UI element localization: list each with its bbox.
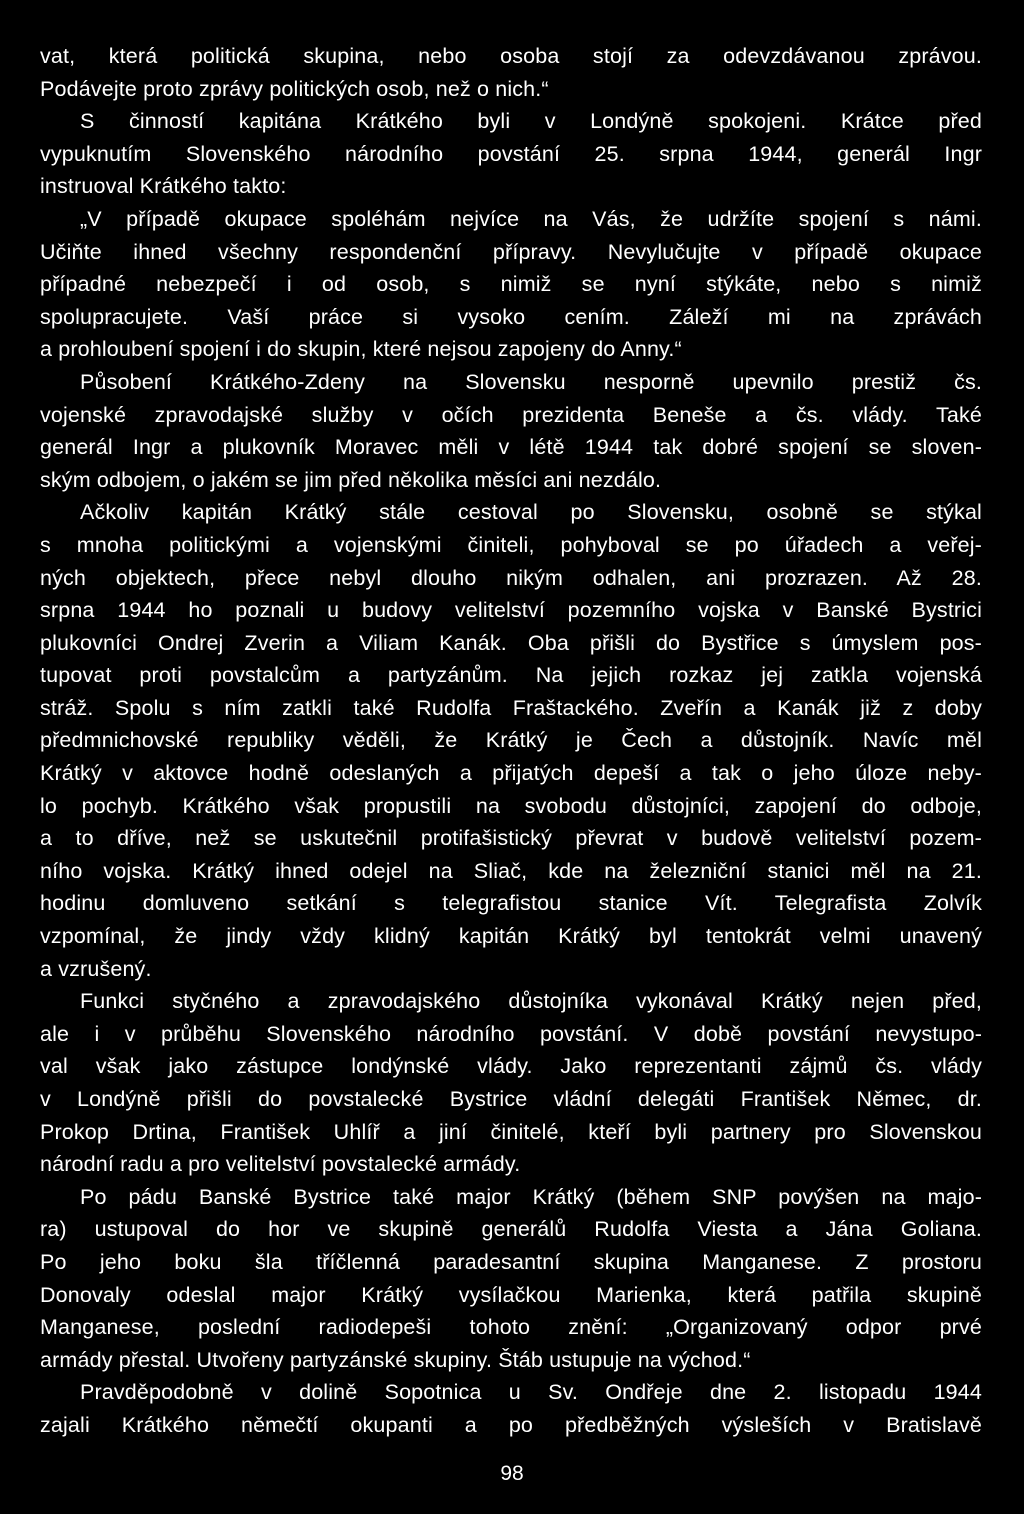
- page-text-block: [40, 40, 982, 1442]
- text-line: ra) ustupoval do hor ve skupině generálů Rudolfa Viesta a Jána Goliana.: [40, 1217, 982, 1242]
- text-line: a vzrušený.: [40, 956, 152, 981]
- text-line: ale i v průběhu Slovenského národního povstání. V době povstání nevystupo-: [40, 1021, 982, 1046]
- text-line: Působení Krátkého-Zdeny na Slovensku nesporně upevnilo prestiž čs.: [80, 369, 982, 394]
- text-line: stráž. Spolu s ním zatkli také Rudolfa Fraštackého. Zveřín a Kanák již z doby: [40, 695, 982, 720]
- text-line: ního vojska. Krátký ihned odejel na Sliač, kde na železniční stanici měl na 21.: [40, 858, 982, 883]
- text-line: generál Ingr a plukovník Moravec měli v létě 1944 tak dobré spojení se sloven-: [40, 435, 982, 460]
- text-line: vzpomínal, že jindy vždy klidný kapitán Krátký byl tentokrát velmi unavený: [40, 924, 982, 949]
- text-line: případné nebezpečí i od osob, s nimiž se nyní stýkáte, nebo s nimiž: [40, 272, 982, 297]
- text-line: ných objektech, přece nebyl dlouho nikým odhalen, ani prozrazen. Až 28.: [40, 565, 982, 590]
- text-line: zajali Krátkého němečtí okupanti a po předběžných výsleších v Bratislavě: [40, 1412, 982, 1437]
- text-line: Učiňte ihned všechny respondenční přípravy. Nevylučujte v případě okupace: [40, 239, 982, 264]
- text-line: předmnichovské republiky věděli, že Krátký je Čech a důstojník. Navíc měl: [40, 728, 982, 753]
- text-line: národní radu a pro velitelství povstalecké armády.: [40, 1152, 521, 1177]
- text-line: tupovat proti povstalcům a partyzánům. Na jejich rozkaz jej zatkla vojenská: [40, 663, 982, 688]
- text-line: a to dříve, než se uskutečnil protifašistický převrat v budově velitelství pozem-: [40, 826, 982, 851]
- text-line: Manganese, poslední radiodepeši tohoto znění: „Organizovaný odpor prvé: [40, 1315, 982, 1340]
- text-line: srpna 1944 ho poznali u budovy velitelství pozemního vojska v Banské Bystrici: [40, 598, 982, 623]
- text-line: Krátký v aktovce hodně odeslaných a přijatých depeší a tak o jeho úloze neby-: [40, 761, 982, 786]
- text-line: S činností kapitána Krátkého byli v Londýně spokojeni. Krátce před: [80, 109, 982, 134]
- text-line: Po jeho boku šla tříčlenná paradesantní skupina Manganese. Z prostoru: [40, 1249, 982, 1274]
- text-line: Ačkoliv kapitán Krátký stále cestoval po Slovensku, osobně se stýkal: [80, 500, 982, 525]
- text-line: instruoval Krátkého takto:: [40, 174, 287, 199]
- text-line: armády přestal. Utvořeny partyzánské skupiny. Štáb ustupuje na východ.“: [40, 1347, 751, 1372]
- text-line: Prokop Drtina, František Uhlíř a jiní činitelé, kteří byli partnery pro Slovenskou: [40, 1119, 982, 1144]
- text-line: vat, která politická skupina, nebo osoba stojí za odevzdávanou zprávou.: [40, 44, 982, 68]
- text-line: Funkci styčného a zpravodajského důstojníka vykonával Krátký nejen před,: [80, 989, 982, 1014]
- text-line: lo pochyb. Krátkého však propustili na svobodu důstojníci, zapojení do odboje,: [40, 793, 982, 818]
- text-line: v Londýně přišli do povstalecké Bystrice vládní delegáti František Němec, dr.: [40, 1087, 982, 1111]
- text-line: vypuknutím Slovenského národního povstání 25. srpna 1944, generál Ingr: [40, 141, 982, 166]
- text-line: vojenské zpravodajské služby v očích prezidenta Beneše a čs. vlády. Také: [40, 402, 982, 427]
- text-line: hodinu domluveno setkání s telegrafistou stanice Vít. Telegrafista Zolvík: [40, 891, 982, 916]
- page-number: 98: [500, 1462, 524, 1485]
- text-line: s mnoha politickými a vojenskými činiteli, pohyboval se po úřadech a veřej-: [40, 532, 982, 557]
- text-line: Donovaly odeslal major Krátký vysílačkou Marienka, která patřila skupině: [40, 1282, 982, 1307]
- text-line: Pravděpodobně v dolině Sopotnica u Sv. Ondřeje dne 2. listopadu 1944: [80, 1380, 982, 1405]
- text-line: Po pádu Banské Bystrice také major Krátký (během SNP povýšen na majo-: [80, 1184, 982, 1209]
- text-line: spolupracujete. Vaší práce si vysoko cením. Záleží mi na zprávách: [40, 304, 982, 329]
- text-line: ským odbojem, o jakém se jim před několika měsíci ani nezdálo.: [40, 467, 662, 492]
- text-line: a prohloubení spojení i do skupin, které nejsou zapojeny do Anny.“: [40, 337, 682, 362]
- text-line: plukovníci Ondrej Zverin a Viliam Kanák. Oba přišli do Bystřice s úmyslem pos-: [40, 630, 982, 655]
- text-line: Podávejte proto zprávy politických osob, než o nich.“: [40, 76, 549, 101]
- text-line: val však jako zástupce londýnské vlády. Jako reprezentanti zájmů čs. vlády: [40, 1054, 982, 1079]
- text-line: „V případě okupace spoléhám nejvíce na Vás, že udržíte spojení s námi.: [80, 206, 982, 231]
